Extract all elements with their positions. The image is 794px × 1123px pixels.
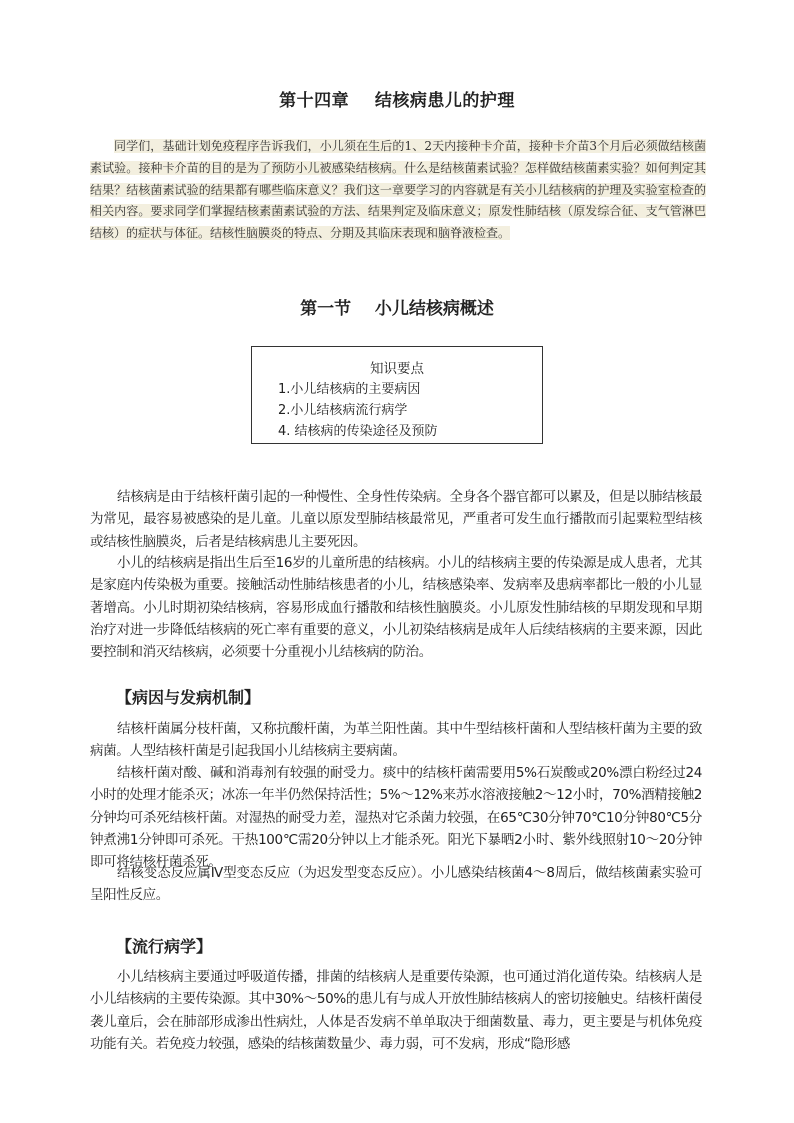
heading-etiology: 【病因与发病机制】	[116, 688, 261, 707]
paragraph-overview: 结核病是由于结核杆菌引起的一种慢性、全身性传染病。全身各个器官都可以累及，但是以肺结核最为常见，最容易被感染的是儿童。儿童以原发型肺结核最常见，严重者可发生血行播散而引起粟粒型结核或结核性脑膜炎，后者是结核病患儿主要死因。	[90, 489, 702, 550]
paragraph-childhood-tb: 小儿的结核病是指出生后至16岁的儿童所患的结核病。小儿的结核病主要的传染源是成人患者，尤其是家庭内传染极为重要。接触活动性肺结核患者的小儿，结核感染率、发病率及患病率都比一般的小儿显著增高。小儿时期初染结核病，容易形成血行播散和结核性脑膜炎。小儿原发性肺结核的早期发现和早期治疗对进一步降低结核病的死亡率有重要的意义，小儿初染结核病是成年人后续结核病的主要来源，因此要控制和消灭结核病，必须要十分重视小儿结核病的防治。	[90, 555, 702, 661]
knowledge-point-item: 2.小儿结核病流行病学	[278, 403, 408, 418]
paragraph-epidemiology: 小儿结核病主要通过呼吸道传播，排菌的结核病人是重要传染源，也可通过消化道传染。结核病人是小儿结核病的主要传染源。其中30%～50%的患儿有与成人开放性肺结核病人的密切接触史。结核杆菌侵袭儿童后，会在肺部形成渗出性病灶，人体是否发病不单单取决于细菌数量、毒力，更主要是与机体免疫功能有关。若免疫力较强，感染的结核菌数量少、毒力弱，可不发病，形成“隐形感	[90, 969, 702, 1052]
knowledge-point-item: 4. 结核病的传染途径及预防	[278, 424, 438, 439]
intro-highlighted-text: 同学们，基础计划免疫程序告诉我们，小儿须在生后的1、2天内接种卡介苗，接种卡介苗3个月后必须做结核菌素试验。接种卡介苗的目的是为了预防小儿被感染结核病。什么是结核菌素试验？怎样做结核菌素实验？如何判定其结果？结核菌素试验的结果都有哪些临床意义？我们这一章要学习的内容就是有关小儿结核病的护理及实验室检查的相关内容。要求同学们掌握结核素菌素试验的方法、结果判定及临床意义；原发性肺结核（原发综合征、支气管淋巴结核）的症状与体征。结核性脑膜炎的特点、分期及其临床表现和脑脊液检查。	[90, 139, 706, 241]
knowledge-points-title: 知识要点	[370, 361, 424, 377]
section-title: 第一节 小儿结核病概述	[300, 299, 494, 319]
chapter-title: 第十四章 结核病患儿的护理	[279, 91, 515, 111]
knowledge-points-list	[278, 379, 438, 442]
chapter-intro	[90, 136, 706, 245]
heading-epidemiology: 【流行病学】	[116, 937, 213, 956]
knowledge-point-item: 1.小儿结核病的主要病因	[278, 382, 421, 397]
paragraph-resistance: 结核杆菌对酸、碱和消毒剂有较强的耐受力。痰中的结核杆菌需要用5%石炭酸或20%漂白粉经过24小时的处理才能杀灭；冰冻一年半仍然保持活性；5%～12%来苏水溶液接触2～12小时，70%酒精接触2分钟均可杀死结核杆菌。对湿热的耐受力差，湿热对它杀菌力较强，在65℃30分钟70℃10分钟80℃5分钟煮沸1分钟即可杀死。干热100℃需20分钟以上才能杀死。阳光下暴晒2小时、紫外线照射10～20分钟即可将结核杆菌杀死。	[90, 765, 703, 871]
paragraph-bacteria: 结核杆菌属分枝杆菌，又称抗酸杆菌，为革兰阳性菌。其中牛型结核杆菌和人型结核杆菌为主要的致病菌。人型结核杆菌是引起我国小儿结核病主要病菌。	[90, 721, 702, 760]
knowledge-points-box	[251, 346, 543, 444]
paragraph-allergy: 结核变态反应属Ⅳ型变态反应（为迟发型变态反应）。小儿感染结核菌4～8周后，做结核菌素实验可呈阳性反应。	[90, 865, 702, 904]
